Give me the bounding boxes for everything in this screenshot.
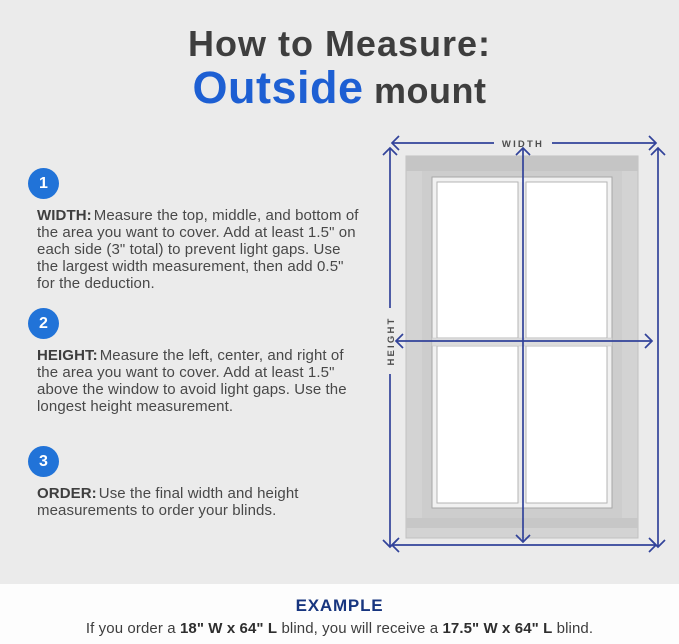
example-heading: EXAMPLE xyxy=(295,596,384,615)
step-number-badge: 1 xyxy=(28,168,59,199)
step-text xyxy=(37,347,359,415)
example-suffix: blind. xyxy=(552,620,594,637)
example-prefix: If you order a xyxy=(85,620,180,637)
window-sill xyxy=(406,518,638,528)
window-pane-top-right xyxy=(526,182,607,338)
example-middle: blind, you will receive a xyxy=(277,620,443,637)
step-body: Use the final width and height measurements to order your blinds. xyxy=(37,485,299,519)
step-text xyxy=(37,207,359,292)
window-head-band xyxy=(406,156,638,171)
step-item-height xyxy=(28,308,362,415)
step-heading: ORDER: xyxy=(37,485,97,502)
width-label: WIDTH xyxy=(501,139,545,150)
step-heading: WIDTH: xyxy=(37,207,92,224)
step-item-width xyxy=(28,168,362,292)
window-pane-top-left xyxy=(437,182,518,338)
step-heading: HEIGHT: xyxy=(37,347,98,364)
window-pane-bottom-right xyxy=(526,346,607,503)
window-diagram-svg xyxy=(382,130,679,576)
step-body: Measure the top, middle, and bottom of the area you want to cover. Add at least 1.5" on each side (3" total) to prevent light gaps. Use the largest width measurement, then add 0.5" for the deduction. xyxy=(37,207,359,292)
step-body: Measure the left, center, and right of the area you want to cover. Add at least 1.5" above the window to avoid light gaps. Use the longest height measurement. xyxy=(37,347,347,415)
window-measurement-diagram xyxy=(382,130,679,581)
example-section xyxy=(0,584,679,644)
page-subtitle xyxy=(0,62,679,122)
subtitle-suffix: mount xyxy=(363,70,487,111)
title-block xyxy=(0,24,679,122)
step-text xyxy=(37,485,359,519)
window-pane-bottom-left xyxy=(437,346,518,503)
example-receive-size: 17.5" W x 64" L xyxy=(442,620,553,637)
example-sentence xyxy=(0,620,679,637)
page-title: How to Measure: xyxy=(187,23,492,64)
example-order-size: 18" W x 64" L xyxy=(179,620,278,637)
subtitle-highlight: Outside xyxy=(192,62,364,113)
window-meeting-rail xyxy=(432,338,612,346)
height-label: HEIGHT xyxy=(386,316,397,366)
step-number-badge: 3 xyxy=(28,446,59,477)
step-number-badge: 2 xyxy=(28,308,59,339)
step-item-order xyxy=(28,446,362,519)
